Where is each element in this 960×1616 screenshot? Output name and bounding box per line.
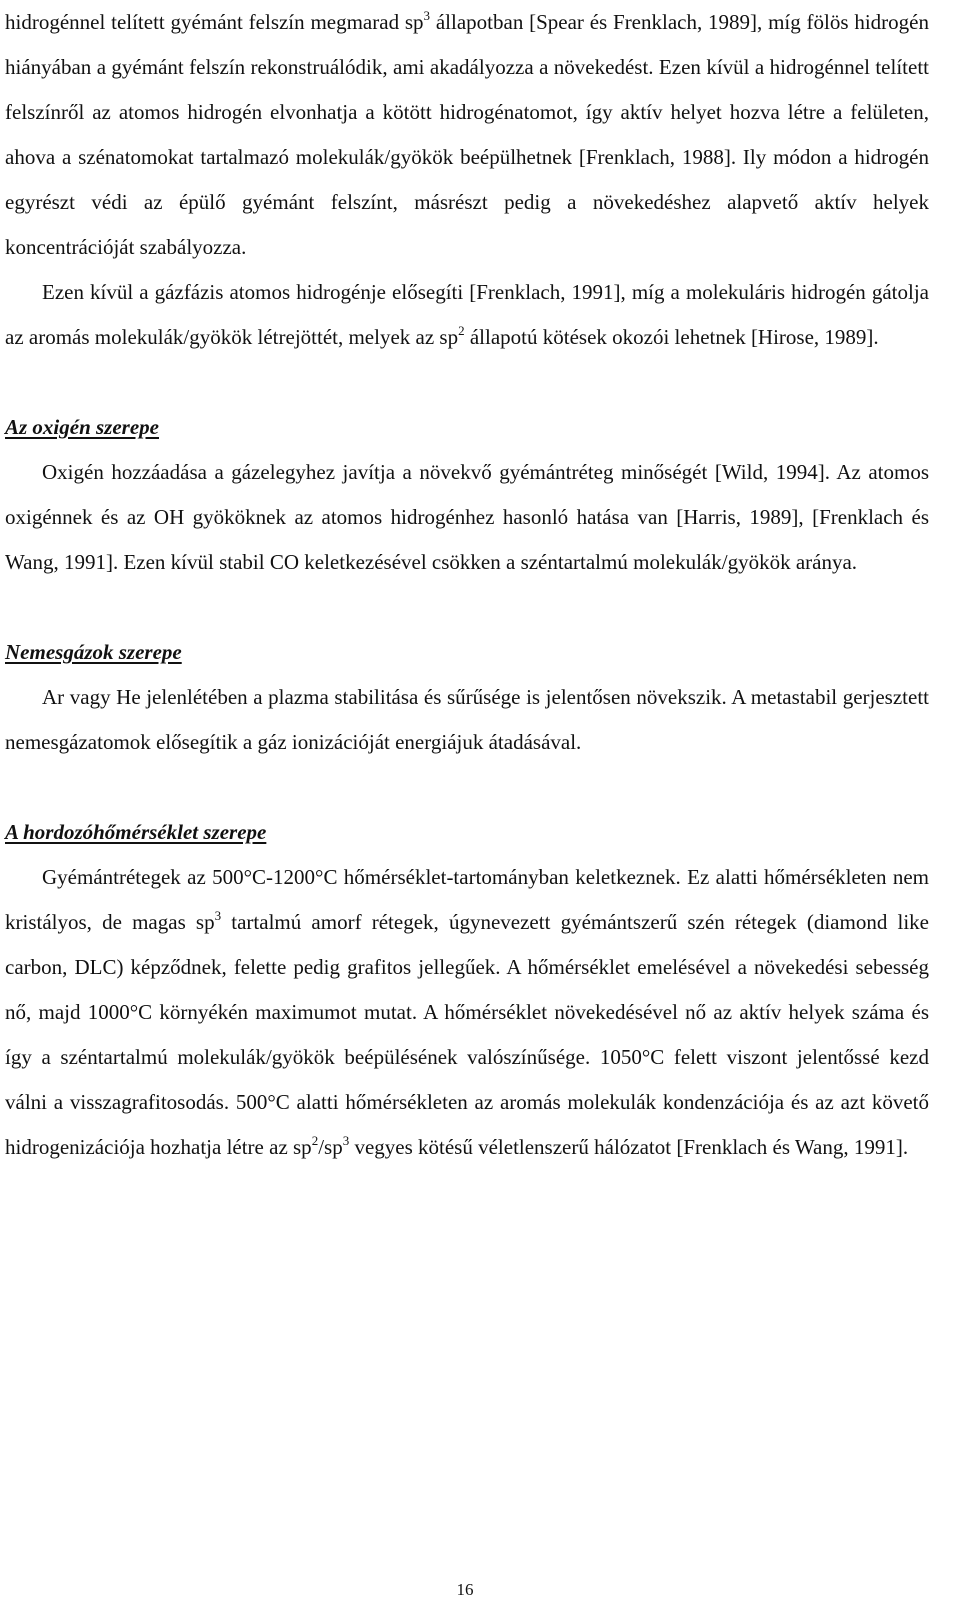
paragraph-text: állapotú kötések okozói lehetnek [Hirose, 1989].	[464, 325, 879, 349]
paragraph-text: /sp	[318, 1135, 343, 1159]
paragraph-gas-phase-hydrogen	[5, 270, 929, 360]
page-number: 16	[456, 1580, 474, 1599]
paragraph-noble-gases: Ar vagy He jelenlétében a plazma stabilitása és sűrűsége is jelentősen növekszik. A metastabil gerjesztett nemesgázatomok elősegítik a gáz ionizációját energiájuk átadásával.	[5, 685, 929, 754]
paragraph-substrate-temperature	[5, 855, 929, 1170]
paragraph-text: állapotban [Spear és Frenklach, 1989], míg fölös hidrogén hiányában a gyémánt felszín rekonstruálódik, ami akadályozza a növekedést. Ezen kívül a hidrogénnel telített felszínről az atomos hidrogén elvonhatja a kötött hidrogénatomot, így aktív helyet hozva létre a felületen, ahova a szénatomokat tartalmazó molekulák/gyökök beépülhetnek [Frenklach, 1988]. Ily módon a hidrogén egyrészt védi az épülő gyémánt felszínt, másrészt pedig a növekedéshez alapvető aktív helyek koncentrációját szabályozza.	[5, 10, 929, 259]
superscript: 2	[311, 1133, 319, 1148]
paragraph-oxygen: Oxigén hozzáadása a gázelegyhez javítja a növekvő gyémántréteg minőségét [Wild, 1994]. Az atomos oxigénnek és az OH gyököknek az atomos hidrogénhez hasonló hatása van [Harris, 1989], [Frenklach és Wang, 1991]. Ezen kívül stabil CO keletkezésével csökken a széntartalmú molekulák/gyökök aránya.	[5, 460, 929, 574]
paragraph-hydrogen-role	[5, 0, 929, 270]
paragraph-text: Gyémántrétegek az 500°C-1200°C hőmérséklet-tartományban keletkeznek. Ez alatti hőmérsékleten nem kristályos, de magas sp	[5, 865, 929, 934]
document-page	[5, 0, 929, 1170]
paragraph-text: tartalmú amorf rétegek, úgynevezett gyémántszerű szén rétegek (diamond like carbon, DLC) képződnek, felette pedig grafitos jellegűek. A hőmérséklet emelésével a növekedési sebesség nő, majd 1000°C környékén maximumot mutat. A hőmérséklet növekedésével nő az aktív helyek száma és így a széntartalmú molekulák/gyökök beépülésének valószínűsége. 1050°C felett viszont jelentőssé kezd válni a visszagrafitosodás. 500°C alatti hőmérsékleten az aromás molekulák kondenzációja és az azt követő hidrogenizációja hozhatja létre az sp	[5, 910, 929, 1159]
section-heading-noble-gases: Nemesgázok szerepe	[5, 640, 182, 664]
section-heading-oxygen: Az oxigén szerepe	[5, 415, 159, 439]
paragraph-text: hidrogénnel telített gyémánt felszín megmarad sp	[5, 10, 424, 34]
paragraph-text: Ezen kívül a gázfázis atomos hidrogénje elősegíti [Frenklach, 1991], míg a molekuláris hidrogén gátolja az aromás molekulák/gyökök létrejöttét, melyek az sp	[5, 280, 929, 349]
superscript: 3	[214, 908, 222, 923]
spacer	[5, 585, 929, 630]
superscript: 2	[458, 323, 465, 338]
paragraph-text: vegyes kötésű véletlenszerű hálózatot [Frenklach és Wang, 1991].	[349, 1135, 909, 1159]
superscript: 3	[423, 8, 431, 23]
section-heading-substrate-temperature: A hordozóhőmérséklet szerepe	[5, 820, 267, 844]
spacer	[5, 360, 929, 405]
spacer	[5, 765, 929, 810]
superscript: 3	[342, 1133, 350, 1148]
